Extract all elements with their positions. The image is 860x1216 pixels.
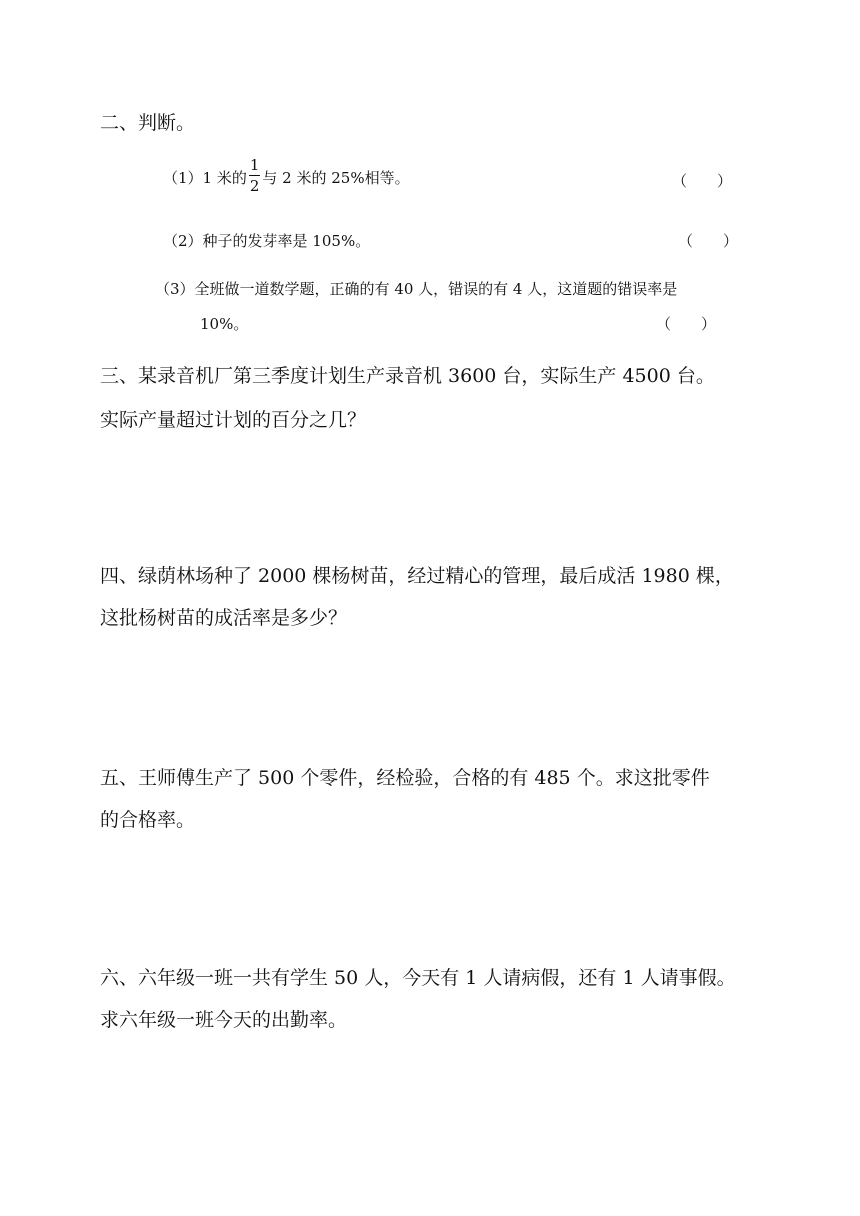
question-2-1-answer-blank: （ ） [672, 172, 733, 190]
section-4-line-1: 四、绿荫林场种了 2000 棵杨树苗，经过精心的管理，最后成活 1980 棵， [100, 565, 734, 587]
question-2-2: （2）种子的发芽率是 105%。 [163, 232, 371, 250]
section-4-line-2: 这批杨树苗的成活率是多少？ [100, 607, 348, 629]
fraction-denominator: 2 [249, 177, 260, 195]
question-2-1 [163, 156, 410, 197]
section-2-heading: 二、判断。 [100, 112, 196, 134]
section-3-line-1: 三、某录音机厂第三季度计划生产录音机 3600 台，实际生产 4500 台。 [100, 365, 715, 387]
question-2-2-answer-blank: （ ） [678, 232, 739, 250]
question-2-3-answer-blank: （ ） [656, 315, 717, 333]
section-6-line-1: 六、六年级一班一共有学生 50 人，今天有 1 人请病假，还有 1 人请事假。 [100, 967, 736, 989]
section-5-line-1: 五、王师傅生产了 500 个零件，经检验，合格的有 485 个。求这批零件 [100, 767, 710, 789]
fraction-numerator: 1 [249, 156, 260, 174]
question-2-3-line-2: 10%。 [200, 315, 249, 333]
question-2-1-before: （1）1 米的 [163, 169, 247, 187]
question-2-1-after: 与 2 米的 25%相等。 [262, 169, 410, 187]
section-6-line-2: 求六年级一班今天的出勤率。 [100, 1009, 348, 1031]
fraction-one-half [249, 158, 261, 194]
section-5-line-2: 的合格率。 [100, 809, 196, 831]
section-3-line-2: 实际产量超过计划的百分之几？ [100, 409, 367, 431]
question-2-3-line-1: （3）全班做一道数学题，正确的有 40 人，错误的有 4 人，这道题的错误率是 [155, 280, 678, 298]
